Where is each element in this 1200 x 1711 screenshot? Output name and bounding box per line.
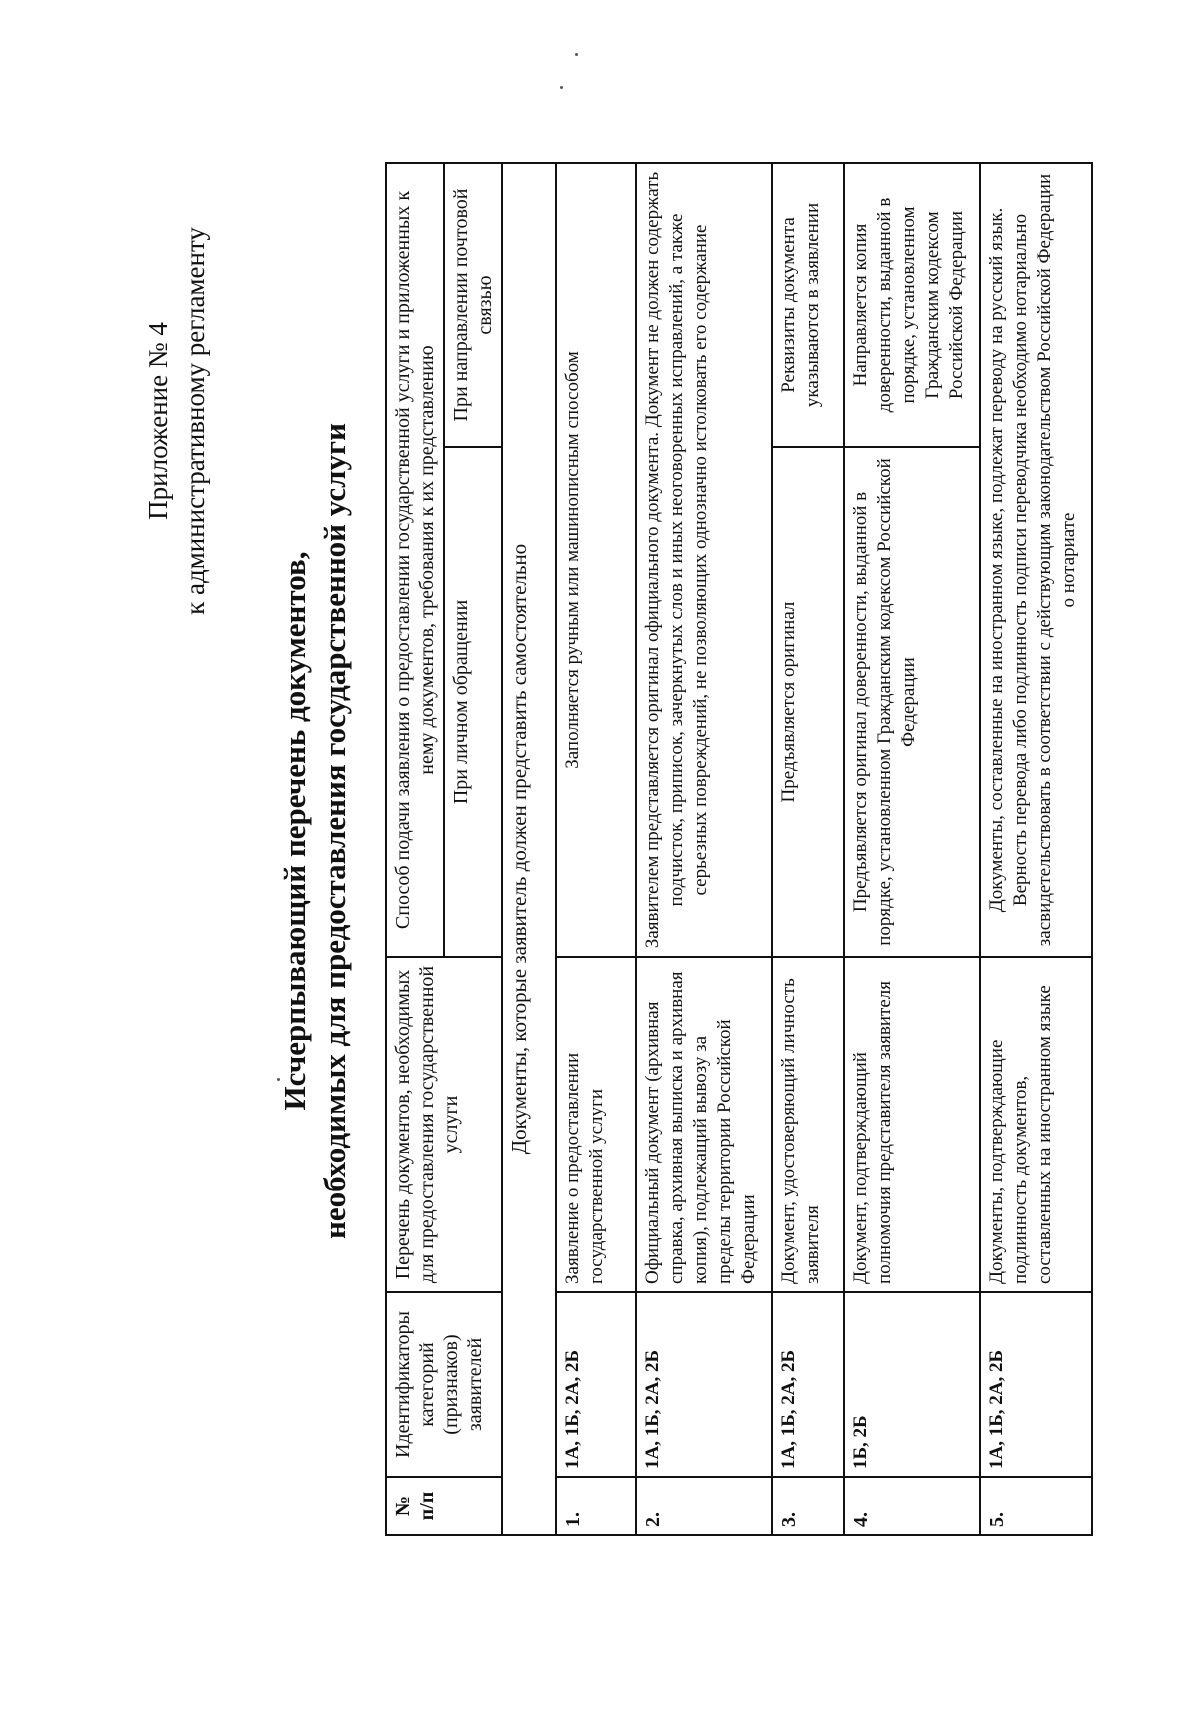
header-in-person: При личном обращении bbox=[444, 447, 502, 957]
table-row bbox=[844, 163, 980, 1535]
scan-speck bbox=[575, 53, 578, 56]
row-requirements: Заявителем представляется оригинал официального документа. Документ не должен содержать подчисток, приписок, зачеркнутых слов и иных неоговоренных исправлений, а также серьезных повреждений, не позволяющих однозначно истолковать его содержание bbox=[636, 163, 772, 957]
appendix-header bbox=[140, 191, 214, 651]
row-number: 5. bbox=[980, 1477, 1092, 1535]
row-identifiers: 1А, 1Б, 2А, 2Б bbox=[980, 1292, 1092, 1477]
section-title: Документы, которые заявитель должен представить самостоятельно bbox=[502, 163, 556, 1535]
table-row bbox=[772, 163, 844, 1535]
header-documents: Перечень документов, необходимых для предоставления государственной услуги bbox=[386, 957, 502, 1292]
row-document: Заявление о предоставлении государственной услуги bbox=[556, 957, 636, 1292]
row-in-person: Предъявляется оригинал доверенности, выданной в порядке, установленном Гражданским кодексом Российской Федерации bbox=[844, 447, 980, 957]
table-row bbox=[636, 163, 772, 1535]
table-row bbox=[556, 163, 636, 1535]
row-identifiers: 1А, 1Б, 2А, 2Б bbox=[772, 1292, 844, 1477]
row-number: 4. bbox=[844, 1477, 980, 1535]
appendix-number: Приложение № 4 bbox=[143, 322, 173, 520]
row-identifiers: 1Б, 2Б bbox=[844, 1292, 980, 1477]
row-requirements: Заполняется ручным или машинописным способом bbox=[556, 163, 636, 957]
header-submission-method: Способ подачи заявления о предоставлении государственной услуги и приложенных к нему документов, требования к их представлению bbox=[386, 163, 444, 957]
row-number: 1. bbox=[556, 1477, 636, 1535]
title-line-1: Исчерпывающий перечень документов, bbox=[277, 551, 312, 1111]
section-row bbox=[502, 163, 556, 1535]
header-number: № п/п bbox=[386, 1477, 502, 1535]
page-title bbox=[275, 241, 355, 1421]
row-document: Официальный документ (архивная справка, архивная выписка и архивная копия), подлежащий вывозу за пределы территории Российской Федерации bbox=[636, 957, 772, 1292]
title-line-2: необходимых для предоставления государственной услуги bbox=[317, 423, 352, 1239]
row-in-person: Предъявляется оригинал bbox=[772, 447, 844, 957]
row-number: 2. bbox=[636, 1477, 772, 1535]
table-row bbox=[980, 163, 1092, 1535]
row-document: Документ, удостоверяющий личность заявителя bbox=[772, 957, 844, 1292]
row-requirements: Документы, составленные на иностранном языке, подлежат переводу на русский язык. Верность перевода либо подлинность подписи переводчика необходимо нотариально засвидетельствовать в соответствии с действующим законодательством Российской Федерации о нотариате bbox=[980, 163, 1092, 957]
row-document: Документ, подтверждающий полномочия представителя заявителя bbox=[844, 957, 980, 1292]
appendix-reference: к административному регламенту bbox=[180, 227, 210, 615]
row-number: 3. bbox=[772, 1477, 844, 1535]
row-identifiers: 1А, 1Б, 2А, 2Б bbox=[556, 1292, 636, 1477]
table-header-row bbox=[386, 163, 444, 1535]
row-document: Документы, подтверждающие подлинность документов, составленных на иностранном языке bbox=[980, 957, 1092, 1292]
documents-table bbox=[385, 162, 1093, 1536]
row-by-mail: Направляется копия доверенности, выданной в порядке, установленном Гражданским кодексом Российской Федерации bbox=[844, 163, 980, 447]
row-identifiers: 1А, 1Б, 2А, 2Б bbox=[636, 1292, 772, 1477]
row-by-mail: Реквизиты документа указываются в заявлении bbox=[772, 163, 844, 447]
scan-speck bbox=[560, 86, 563, 89]
header-identifiers: Идентификаторы категорий (признаков) заявителей bbox=[386, 1292, 502, 1477]
header-by-mail: При направлении почтовой связью bbox=[444, 163, 502, 447]
